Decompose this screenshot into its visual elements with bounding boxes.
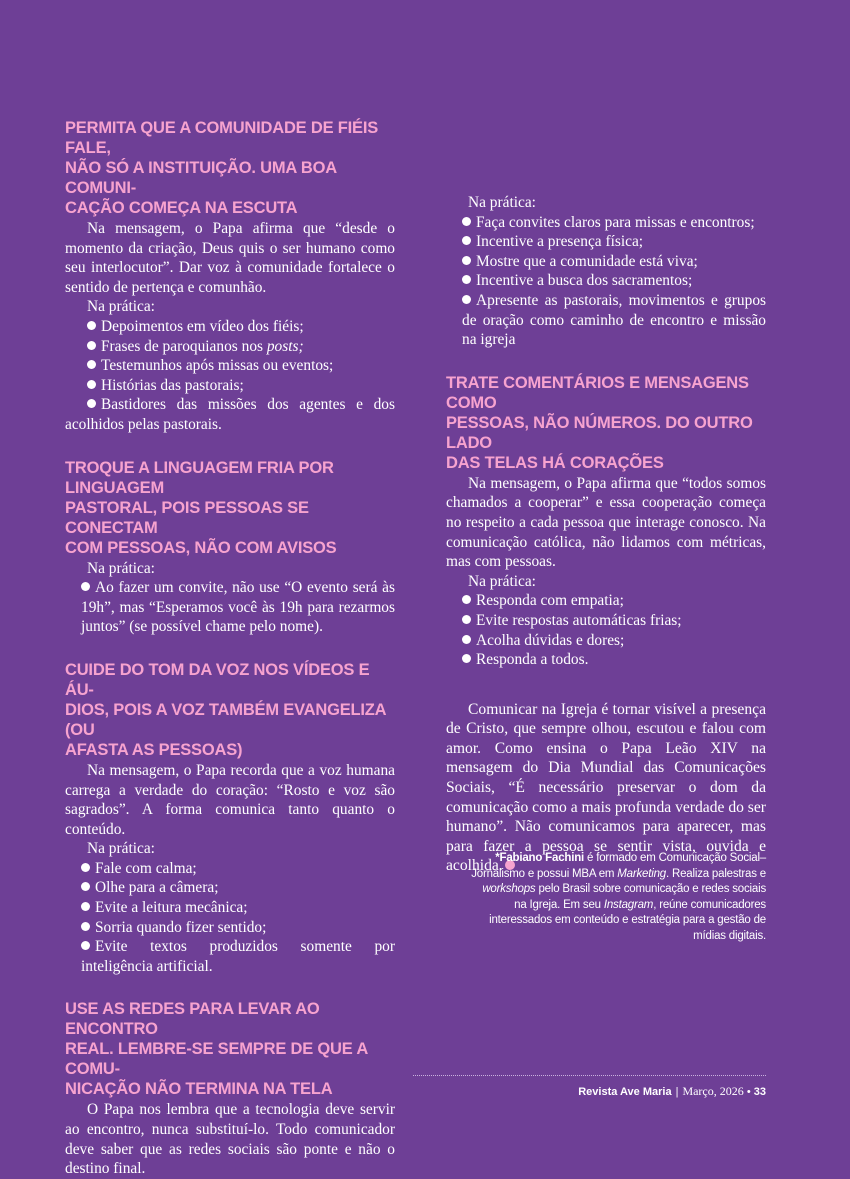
list-item	[446, 611, 766, 631]
list-item	[446, 252, 766, 272]
practice-label: Na prática:	[468, 572, 536, 590]
bullet-dot	[462, 217, 471, 226]
list-item-text: Histórias das pastorais;	[101, 376, 244, 394]
page-footer	[578, 1084, 766, 1099]
footer-divider	[413, 1075, 766, 1076]
list-item	[65, 918, 395, 938]
list-item	[446, 650, 766, 670]
practice-list-cont	[65, 395, 395, 434]
practice-label: Na prática:	[468, 194, 536, 211]
list-item	[65, 395, 395, 434]
bullet-dot	[87, 399, 96, 408]
list-item	[65, 376, 395, 396]
bullet-dot	[462, 295, 471, 304]
list-item-text: Acolha dúvidas e dores;	[476, 631, 625, 649]
bullet-dot	[81, 941, 90, 950]
bullet-dot	[462, 275, 471, 284]
heading-line: REAL. LEMBRE-SE SEMPRE DE QUE A COMU-	[65, 1040, 368, 1079]
list-item-text: Responda com empatia;	[476, 592, 624, 610]
list-item-text: Evite respostas automáticas frias;	[476, 611, 682, 629]
list-item-text: Responda a todos.	[476, 651, 589, 669]
section-2	[65, 458, 395, 637]
bullet-dot	[462, 256, 471, 265]
list-item-text: Apresente as pastorais, movimentos e grupos de oração como caminho de encontro e missão na igreja	[462, 291, 766, 349]
list-item	[65, 937, 395, 976]
conclusion-paragraph	[446, 700, 766, 876]
list-item-text: Frases de paroquianos nos	[101, 337, 263, 355]
list-item	[446, 291, 766, 350]
bullet-dot	[81, 882, 90, 891]
bio-text: , reúne comunicadores interessados em conteúdo e estratégia para a gestão de mídias digitais.	[489, 898, 766, 942]
section-body: Na mensagem, o Papa recorda que a voz humana carrega a verdade do coração: “Rosto e voz são sagrados”. A forma comunica tanto quanto o conteúdo.	[65, 761, 395, 838]
list-item-text: Bastidores das missões dos agentes e dos acolhidos pelas pastorais.	[65, 396, 395, 433]
heading-line: DIOS, POIS A VOZ TAMBÉM EVANGELIZA (OU	[65, 700, 386, 739]
list-item-text: Incentive a presença física;	[476, 233, 644, 251]
list-item	[446, 232, 766, 252]
bullet-dot	[81, 582, 90, 591]
bio-text: pelo Brasil sobre comunicação e redes sociais na Igreja. Em seu	[514, 883, 766, 911]
bio-text: é formado em Comunicação Social–Jornalismo e possui MBA em	[471, 852, 766, 880]
heading-line: PESSOAS, NÃO NÚMEROS. DO OUTRO LADO	[446, 413, 753, 452]
practice-list	[65, 859, 395, 977]
heading-line: DAS TELAS HÁ CORAÇÕES	[446, 453, 664, 472]
list-item	[65, 578, 395, 637]
heading-line: AFASTA AS PESSOAS)	[65, 740, 243, 759]
conclusion-text: Comunicar na Igreja é tornar visível a presença de Cristo, que sempre olhou, escutou e falou com amor. Como ensina o Papa Leão XIV na mensagem do Dia Mundial das Comunicações Sociais, “É necessário preservar o dom da comunicação como a mais profunda verdade do ser humano”. Não comunicamos para aparecer, mas para fazer a pessoa se sentir vista, ouvida e acolhida.	[446, 700, 766, 875]
bullet-dot	[81, 902, 90, 911]
bullet-dot	[462, 236, 471, 245]
practice-label: Na prática:	[87, 840, 155, 858]
section-body: Na mensagem, o Papa afirma que “desde o momento da criação, Deus quis o ser humano como seu interlocutor”. Dar voz à comunidade fortalece o sentido de pertença e comunhão.	[65, 220, 395, 296]
heading-line: NÃO SÓ A INSTITUIÇÃO. UMA BOA COMUNI-	[65, 159, 337, 197]
section-heading	[65, 660, 395, 760]
list-item	[65, 898, 395, 918]
heading-line: PASTORAL, POIS PESSOAS SE CONECTAM	[65, 498, 309, 537]
left-column	[65, 118, 395, 1179]
bullet-dot	[87, 360, 96, 369]
right-column	[446, 193, 766, 876]
heading-line: COM PESSOAS, NÃO COM AVISOS	[65, 538, 337, 557]
heading-line: TRATE COMENTÁRIOS E MENSAGENS COMO	[446, 373, 749, 412]
section-heading	[65, 118, 395, 218]
footer-bullet: •	[746, 1086, 751, 1098]
heading-line: PERMITA QUE A COMUNIDADE DE FIÉIS FALE,	[65, 119, 379, 157]
bullet-dot	[81, 922, 90, 931]
bio-italic: Instagram	[603, 898, 654, 911]
section-heading	[65, 999, 395, 1099]
heading-line: NICAÇÃO NÃO TERMINA NA TELA	[65, 1080, 333, 1099]
list-item	[65, 337, 395, 357]
bio-text: . Realiza palestras e	[666, 867, 766, 880]
section-heading	[65, 458, 395, 558]
section-4-practice	[446, 193, 766, 350]
heading-line: CUIDE DO TOM DA VOZ NOS VÍDEOS E ÁU-	[65, 660, 370, 699]
footer-separator: |	[675, 1086, 679, 1098]
heading-line: TROQUE A LINGUAGEM FRIA POR LINGUAGEM	[65, 458, 334, 497]
section-body: Na mensagem, o Papa afirma que “todos somos chamados a cooperar” e essa cooperação começa no respeito a cada pessoa que interage conosco. Na comunicação católica, não lidamos com métricas, mas com pessoas.	[446, 474, 766, 571]
list-item-text: Olhe para a câmera;	[95, 879, 219, 897]
author-bio	[470, 851, 766, 944]
list-item-text: Mostre que a comunidade está viva;	[476, 252, 698, 270]
bullet-dot	[462, 615, 471, 624]
list-item-text: Sorria quando fizer sentido;	[95, 918, 267, 936]
author-name: *Fabiano Fachini	[495, 852, 585, 864]
heading-line: CAÇÃO COMEÇA NA ESCUTA	[65, 199, 298, 217]
list-item	[65, 356, 395, 376]
practice-list	[446, 213, 766, 350]
heading-line: USE AS REDES PARA LEVAR AO ENCONTRO	[65, 1000, 320, 1039]
list-item-text: Incentive a busca dos sacramentos;	[476, 272, 693, 290]
list-item-text: Faça convites claros para missas e encontros;	[476, 213, 755, 231]
section-4	[65, 999, 395, 1178]
bullet-dot	[87, 321, 96, 330]
list-item-text: Depoimentos em vídeo dos fiéis;	[101, 317, 304, 335]
list-item-text: Testemunhos após missas ou eventos;	[101, 357, 334, 375]
bullet-dot	[462, 635, 471, 644]
section-1	[65, 118, 395, 435]
list-item	[65, 317, 395, 337]
practice-list	[65, 578, 395, 637]
practice-list	[65, 317, 395, 395]
list-item	[446, 213, 766, 233]
bullet-dot	[81, 863, 90, 872]
bio-italic: Marketing	[617, 867, 666, 880]
bullet-dot	[462, 595, 471, 604]
bullet-dot	[462, 654, 471, 663]
list-item	[446, 271, 766, 291]
section-body: O Papa nos lembra que a tecnologia deve servir ao encontro, nunca substituí-lo. Todo comunicador deve saber que as redes sociais são ponte e não o destino final.	[65, 1101, 395, 1178]
section-heading	[446, 373, 766, 473]
list-item	[65, 878, 395, 898]
list-item	[65, 859, 395, 879]
list-item	[446, 591, 766, 611]
magazine-name: Revista Ave Maria	[578, 1086, 672, 1098]
bullet-dot	[87, 341, 96, 350]
page-number: 33	[753, 1086, 766, 1098]
list-item-text: Ao fazer um convite, não use “O evento será às 19h”, mas “Esperamos você às 19h para rezarmos juntos” (se possível chame pelo nome).	[81, 579, 395, 636]
list-item-text: Fale com calma;	[95, 859, 197, 877]
bio-italic: workshops	[482, 883, 536, 895]
issue-date: Março, 2026	[682, 1084, 744, 1098]
practice-label: Na prática:	[87, 559, 155, 577]
section-5	[446, 373, 766, 670]
bullet-dot	[87, 380, 96, 389]
list-item-text: Evite a leitura mecânica;	[95, 899, 248, 917]
section-3	[65, 660, 395, 977]
list-item	[446, 631, 766, 651]
list-item-text: Evite textos produzidos somente por inteligência artificial.	[81, 938, 395, 975]
practice-label: Na prática:	[87, 298, 155, 316]
practice-list	[446, 591, 766, 669]
italic-word: posts;	[266, 337, 304, 355]
